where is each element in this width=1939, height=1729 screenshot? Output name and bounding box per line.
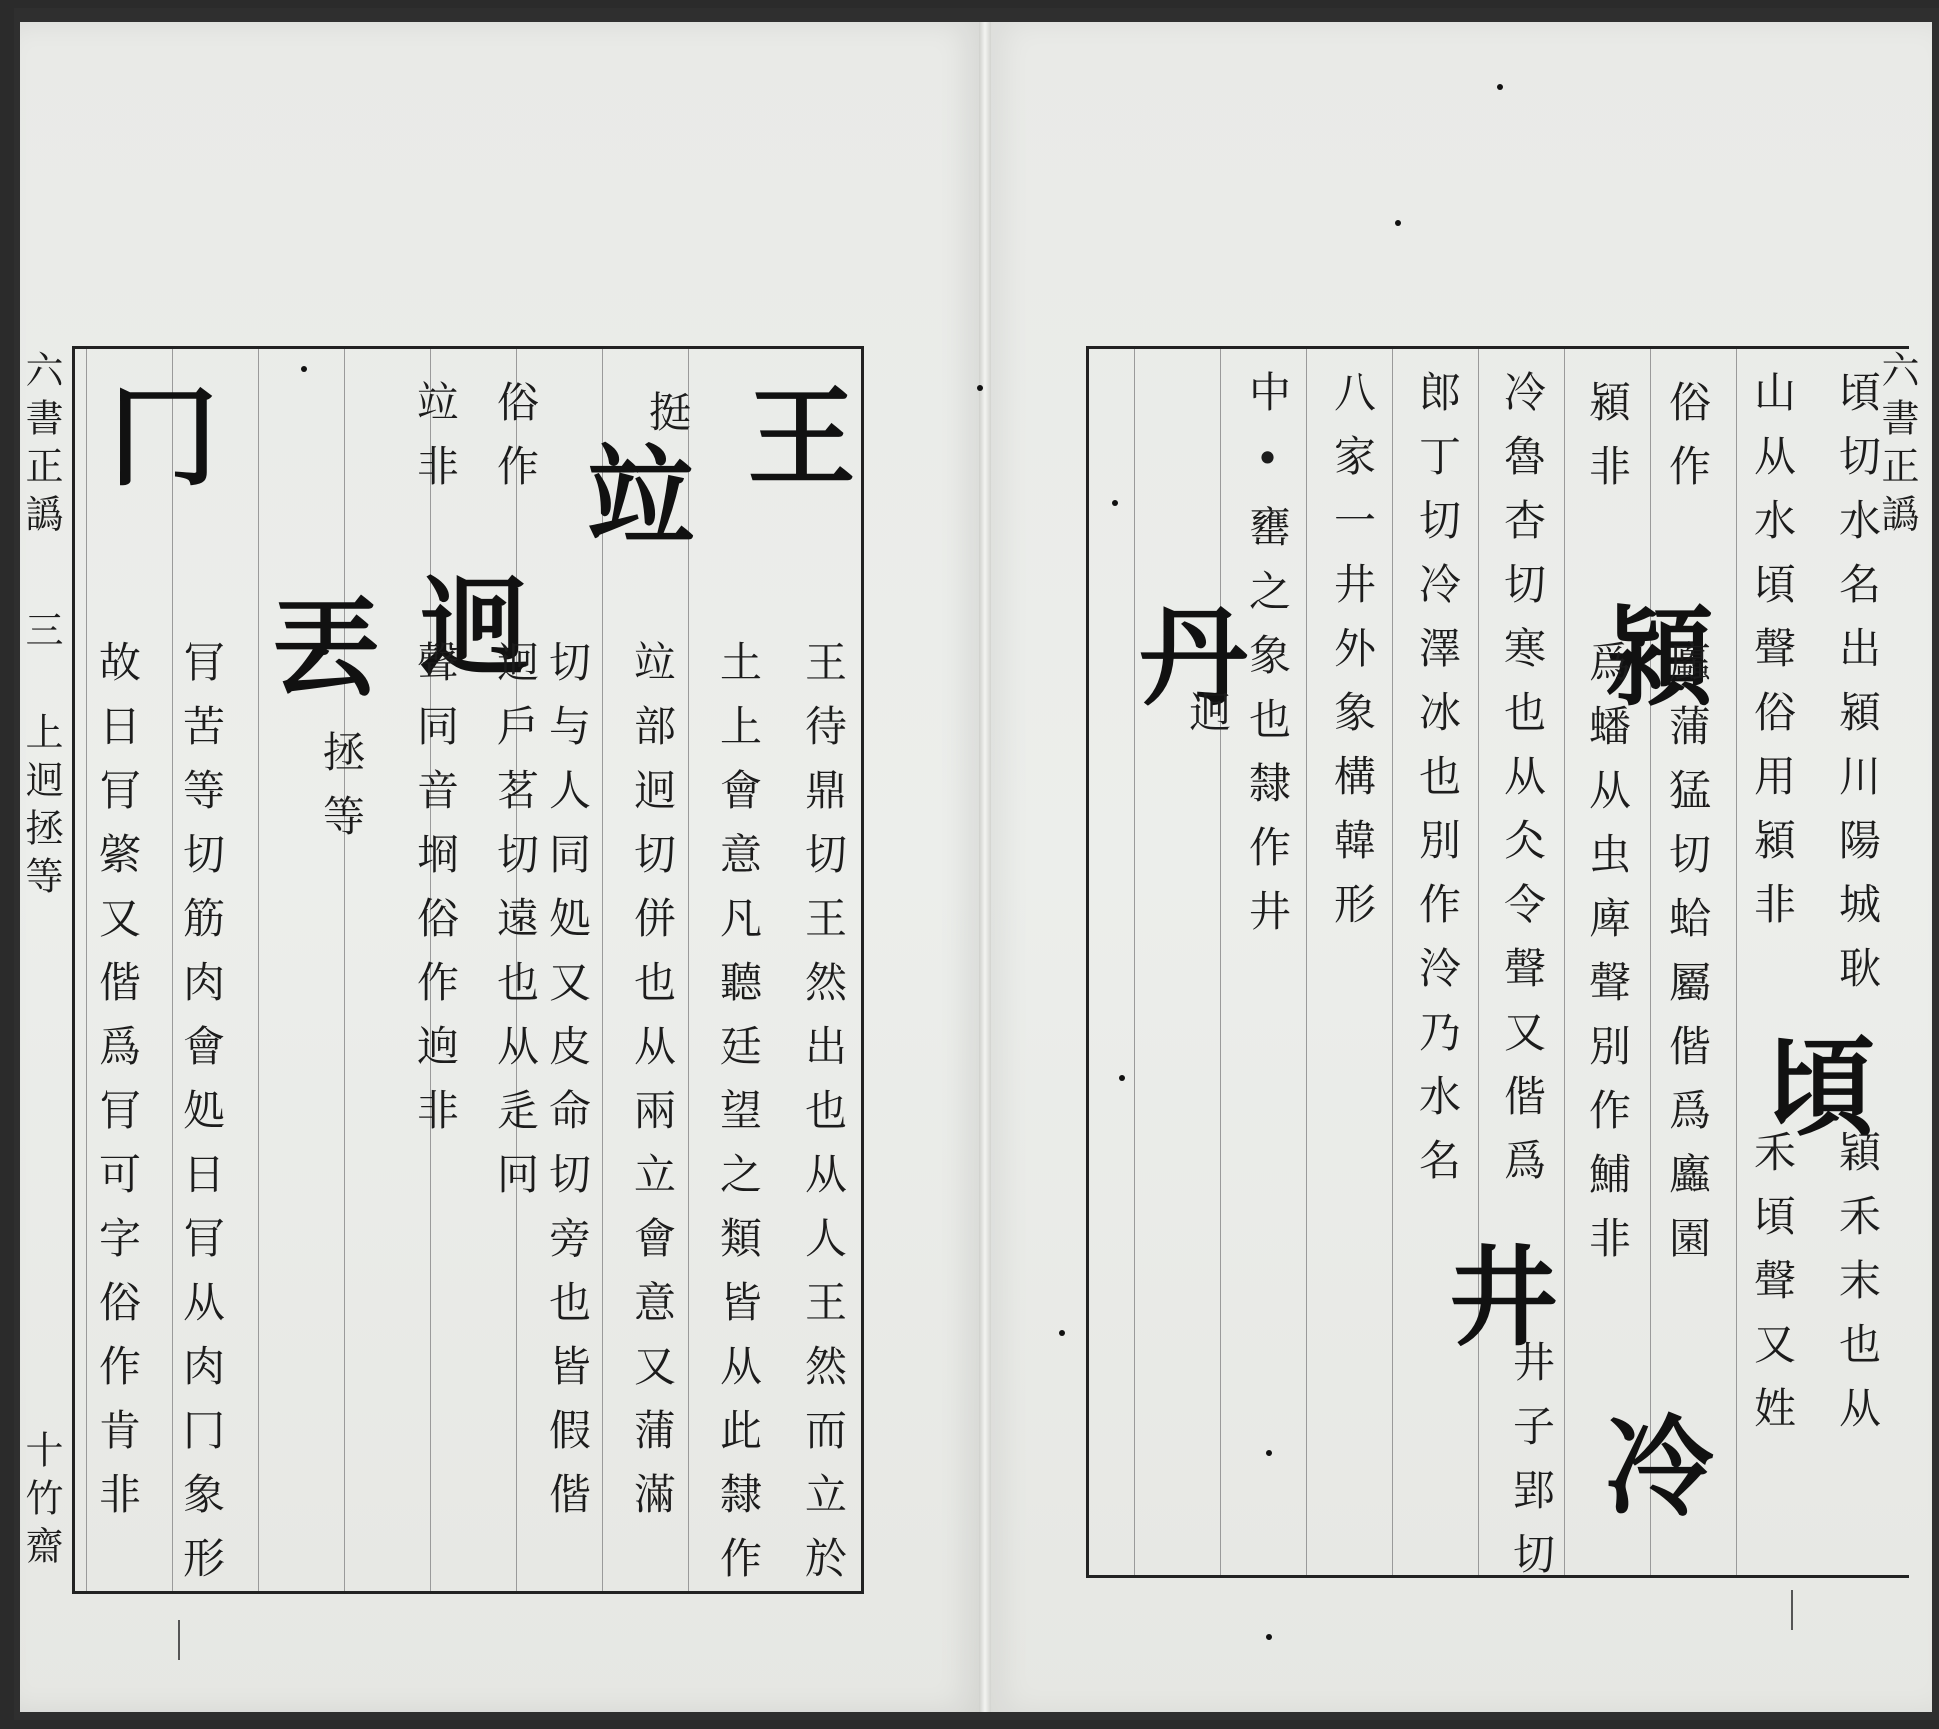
stitch-hole xyxy=(1266,1450,1272,1456)
left-banxin-section: 三 上迥拯等 xyxy=(19,610,63,904)
text-column-head: 俗作 xyxy=(491,380,540,508)
text-column: 潁非 xyxy=(1583,380,1632,508)
text-column: 山从水頃聲俗用潁非 xyxy=(1748,370,1797,946)
text-column: 土上會意凡聽廷望之類皆从此隸作 xyxy=(714,640,763,1600)
text-column: 竝非 xyxy=(411,380,460,508)
text-column: 故日肎綮又偕爲肎可字俗作肯非 xyxy=(93,640,142,1536)
binding-thread xyxy=(1791,1590,1793,1630)
stitch-hole xyxy=(1497,84,1503,90)
text-column: 禾頃聲又姓 xyxy=(1748,1130,1797,1450)
stitch-hole xyxy=(1112,500,1118,506)
text-column: 爲蟠从虫庳聲別作鯆非 xyxy=(1583,640,1632,1280)
text-column-head: 俗作 xyxy=(1663,380,1712,508)
stitch-hole xyxy=(1266,1634,1272,1640)
text-column: 頃切水名出潁川陽城耿 xyxy=(1833,370,1882,1010)
text-column: 迥戶茗切遠也从辵冋 xyxy=(491,640,540,1216)
binding-thread xyxy=(178,1620,180,1660)
seal-glyph: 井 xyxy=(1431,1240,1557,1348)
stitch-hole xyxy=(301,366,307,372)
stitch-hole xyxy=(977,385,983,391)
text-column: 竝部迥切併也从兩立會意又蒲滿 xyxy=(628,640,677,1536)
text-column: 切与人同処又皮命切旁也皆假偕 xyxy=(543,640,592,1536)
text-column: 迥 xyxy=(1183,690,1232,754)
book-gutter xyxy=(979,22,991,1712)
text-column: 穎禾末也从 xyxy=(1833,1130,1882,1450)
stitch-hole xyxy=(1119,1075,1125,1081)
text-column: 八家一井外象構韓形 xyxy=(1328,370,1377,946)
column xyxy=(1134,349,1221,1575)
text-column: 聲同音埛俗作逈非 xyxy=(411,640,460,1152)
seal-glyph: 迥 xyxy=(401,570,527,678)
stitch-hole xyxy=(1395,220,1401,226)
stitch-hole xyxy=(1059,1330,1065,1336)
text-column-head: 挺 xyxy=(643,390,692,454)
text-column: 郎丁切冷澤冰也別作泠乃水名 xyxy=(1413,370,1462,1202)
text-column: 井子郢切 xyxy=(1507,1340,1556,1596)
seal-glyph: 竝 xyxy=(569,440,695,548)
left-banxin-publisher: 十竹齋 xyxy=(19,1430,63,1574)
seal-glyph: 丹 xyxy=(1121,600,1247,708)
seal-glyph: 頃 xyxy=(1749,1030,1875,1138)
text-column: 拯等 xyxy=(317,730,366,858)
text-column: 中•罋之象也隸作井 xyxy=(1243,370,1292,953)
seal-glyph: 冂 xyxy=(91,380,217,488)
text-column: 冷魯杏切寒也从仌令聲又偕爲 xyxy=(1498,370,1547,1202)
right-banxin-title: 六書正譌 xyxy=(1875,350,1919,542)
seal-glyph: 丟 xyxy=(253,590,379,698)
text-column: 蠯蒲猛切蛤屬偕爲蠯園 xyxy=(1663,640,1712,1280)
seal-glyph: 王 xyxy=(729,380,855,488)
seal-glyph: 冷 xyxy=(1587,1410,1713,1518)
column xyxy=(258,349,345,1591)
seal-glyph: 潁 xyxy=(1587,600,1713,708)
text-column: 王待鼎切王然出也从人王然而立於 xyxy=(799,640,848,1600)
left-banxin-title: 六書正譌 xyxy=(19,350,63,542)
text-column: 肎苦等切筋肉會処日肎从肉冂象形 xyxy=(177,640,226,1600)
